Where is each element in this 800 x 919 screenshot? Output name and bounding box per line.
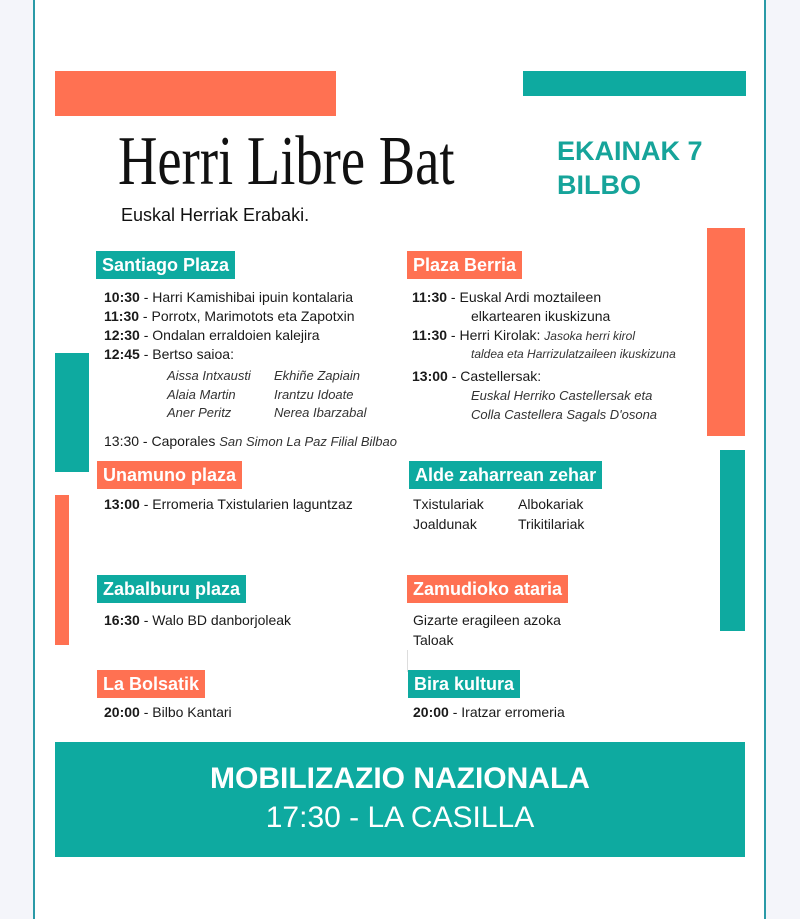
deco-bar-left-teal <box>55 353 89 472</box>
bertsolari-name: Irantzu Idoate <box>274 387 354 402</box>
bertsolari-name: Aner Peritz <box>167 405 232 420</box>
deco-bar-left-orange <box>55 495 69 645</box>
mobilization-banner <box>55 742 745 857</box>
bertsolari-name: Nerea Ibarzabal <box>274 405 367 420</box>
schedule-item: 11:30 - Porrotx, Marimotots eta Zapotxin <box>104 308 355 324</box>
schedule-item-detail: Colla Castellera Sagals D'osona <box>471 407 658 422</box>
section-header-santiago: Santiago Plaza <box>96 251 235 279</box>
deco-bar-top-left <box>55 71 336 116</box>
schedule-item: 12:45 - Bertso saioa: <box>104 346 234 362</box>
schedule-item: 13:00 - Erromeria Txistularien laguntzaz <box>104 496 353 512</box>
schedule-item: 13:00 - Castellersak: <box>412 368 542 384</box>
group-name: Txistulariak <box>413 496 484 512</box>
bertsolari-name: Aissa Intxausti <box>167 368 251 383</box>
section-header-unamuno: Unamuno plaza <box>97 461 242 489</box>
schedule-item: 11:30 - Euskal Ardi moztaileen <box>412 289 602 305</box>
schedule-item: 13:30 - Caporales San Simon La Paz Filial Bilbao <box>104 433 397 449</box>
deco-bar-right-orange <box>707 228 745 436</box>
divider <box>407 650 408 672</box>
group-name: Trikitilariak <box>518 516 585 532</box>
section-header-plaza-berria: Plaza Berria <box>407 251 522 279</box>
bertsolari-name: Ekhiñe Zapiain <box>274 368 360 383</box>
schedule-item-detail: Euskal Herriko Castellersak eta <box>471 388 653 403</box>
schedule-item: 12:30 - Ondalan erraldoien kalejira <box>104 327 320 343</box>
deco-bar-right-teal <box>720 450 745 631</box>
schedule-item-cont: elkartearen ikuskizuna <box>471 308 611 324</box>
page-title: Herri Libre Bat <box>118 123 455 200</box>
section-header-zamudio: Zamudioko ataria <box>407 575 568 603</box>
schedule-item: 20:00 - Iratzar erromeria <box>413 704 565 720</box>
section-header-bira: Bira kultura <box>408 670 520 698</box>
group-name: Joaldunak <box>413 516 477 532</box>
section-header-alde-zaharra: Alde zaharrean zehar <box>409 461 602 489</box>
bertsolari-name: Alaia Martin <box>167 387 236 402</box>
date-place <box>557 134 703 202</box>
list-item: Gizarte eragileen azoka <box>413 612 561 628</box>
schedule-item: 10:30 - Harri Kamishibai ipuin kontalaria <box>104 289 354 305</box>
event-date: EKAINAK 7 <box>557 136 703 166</box>
schedule-item: 16:30 - Walo BD danborjoleak <box>104 612 292 628</box>
deco-bar-top-right <box>523 71 746 96</box>
banner-subtitle: 17:30 - LA CASILLA <box>265 801 535 834</box>
section-header-zabalburu: Zabalburu plaza <box>97 575 246 603</box>
page-subtitle: Euskal Herriak Erabaki. <box>121 205 310 225</box>
event-city: BILBO <box>557 170 641 200</box>
list-item: Taloak <box>413 632 454 648</box>
section-header-bolsa: La Bolsatik <box>97 670 205 698</box>
schedule-item: 20:00 - Bilbo Kantari <box>104 704 232 720</box>
schedule-item: 11:30 - Herri Kirolak: Jasoka herri kirol <box>412 327 635 343</box>
group-name: Albokariak <box>518 496 584 512</box>
banner-title: MOBILIZAZIO NAZIONALA <box>210 762 590 795</box>
schedule-item-detail: taldea eta Harrizulatzaileen ikuskizuna <box>471 347 676 361</box>
